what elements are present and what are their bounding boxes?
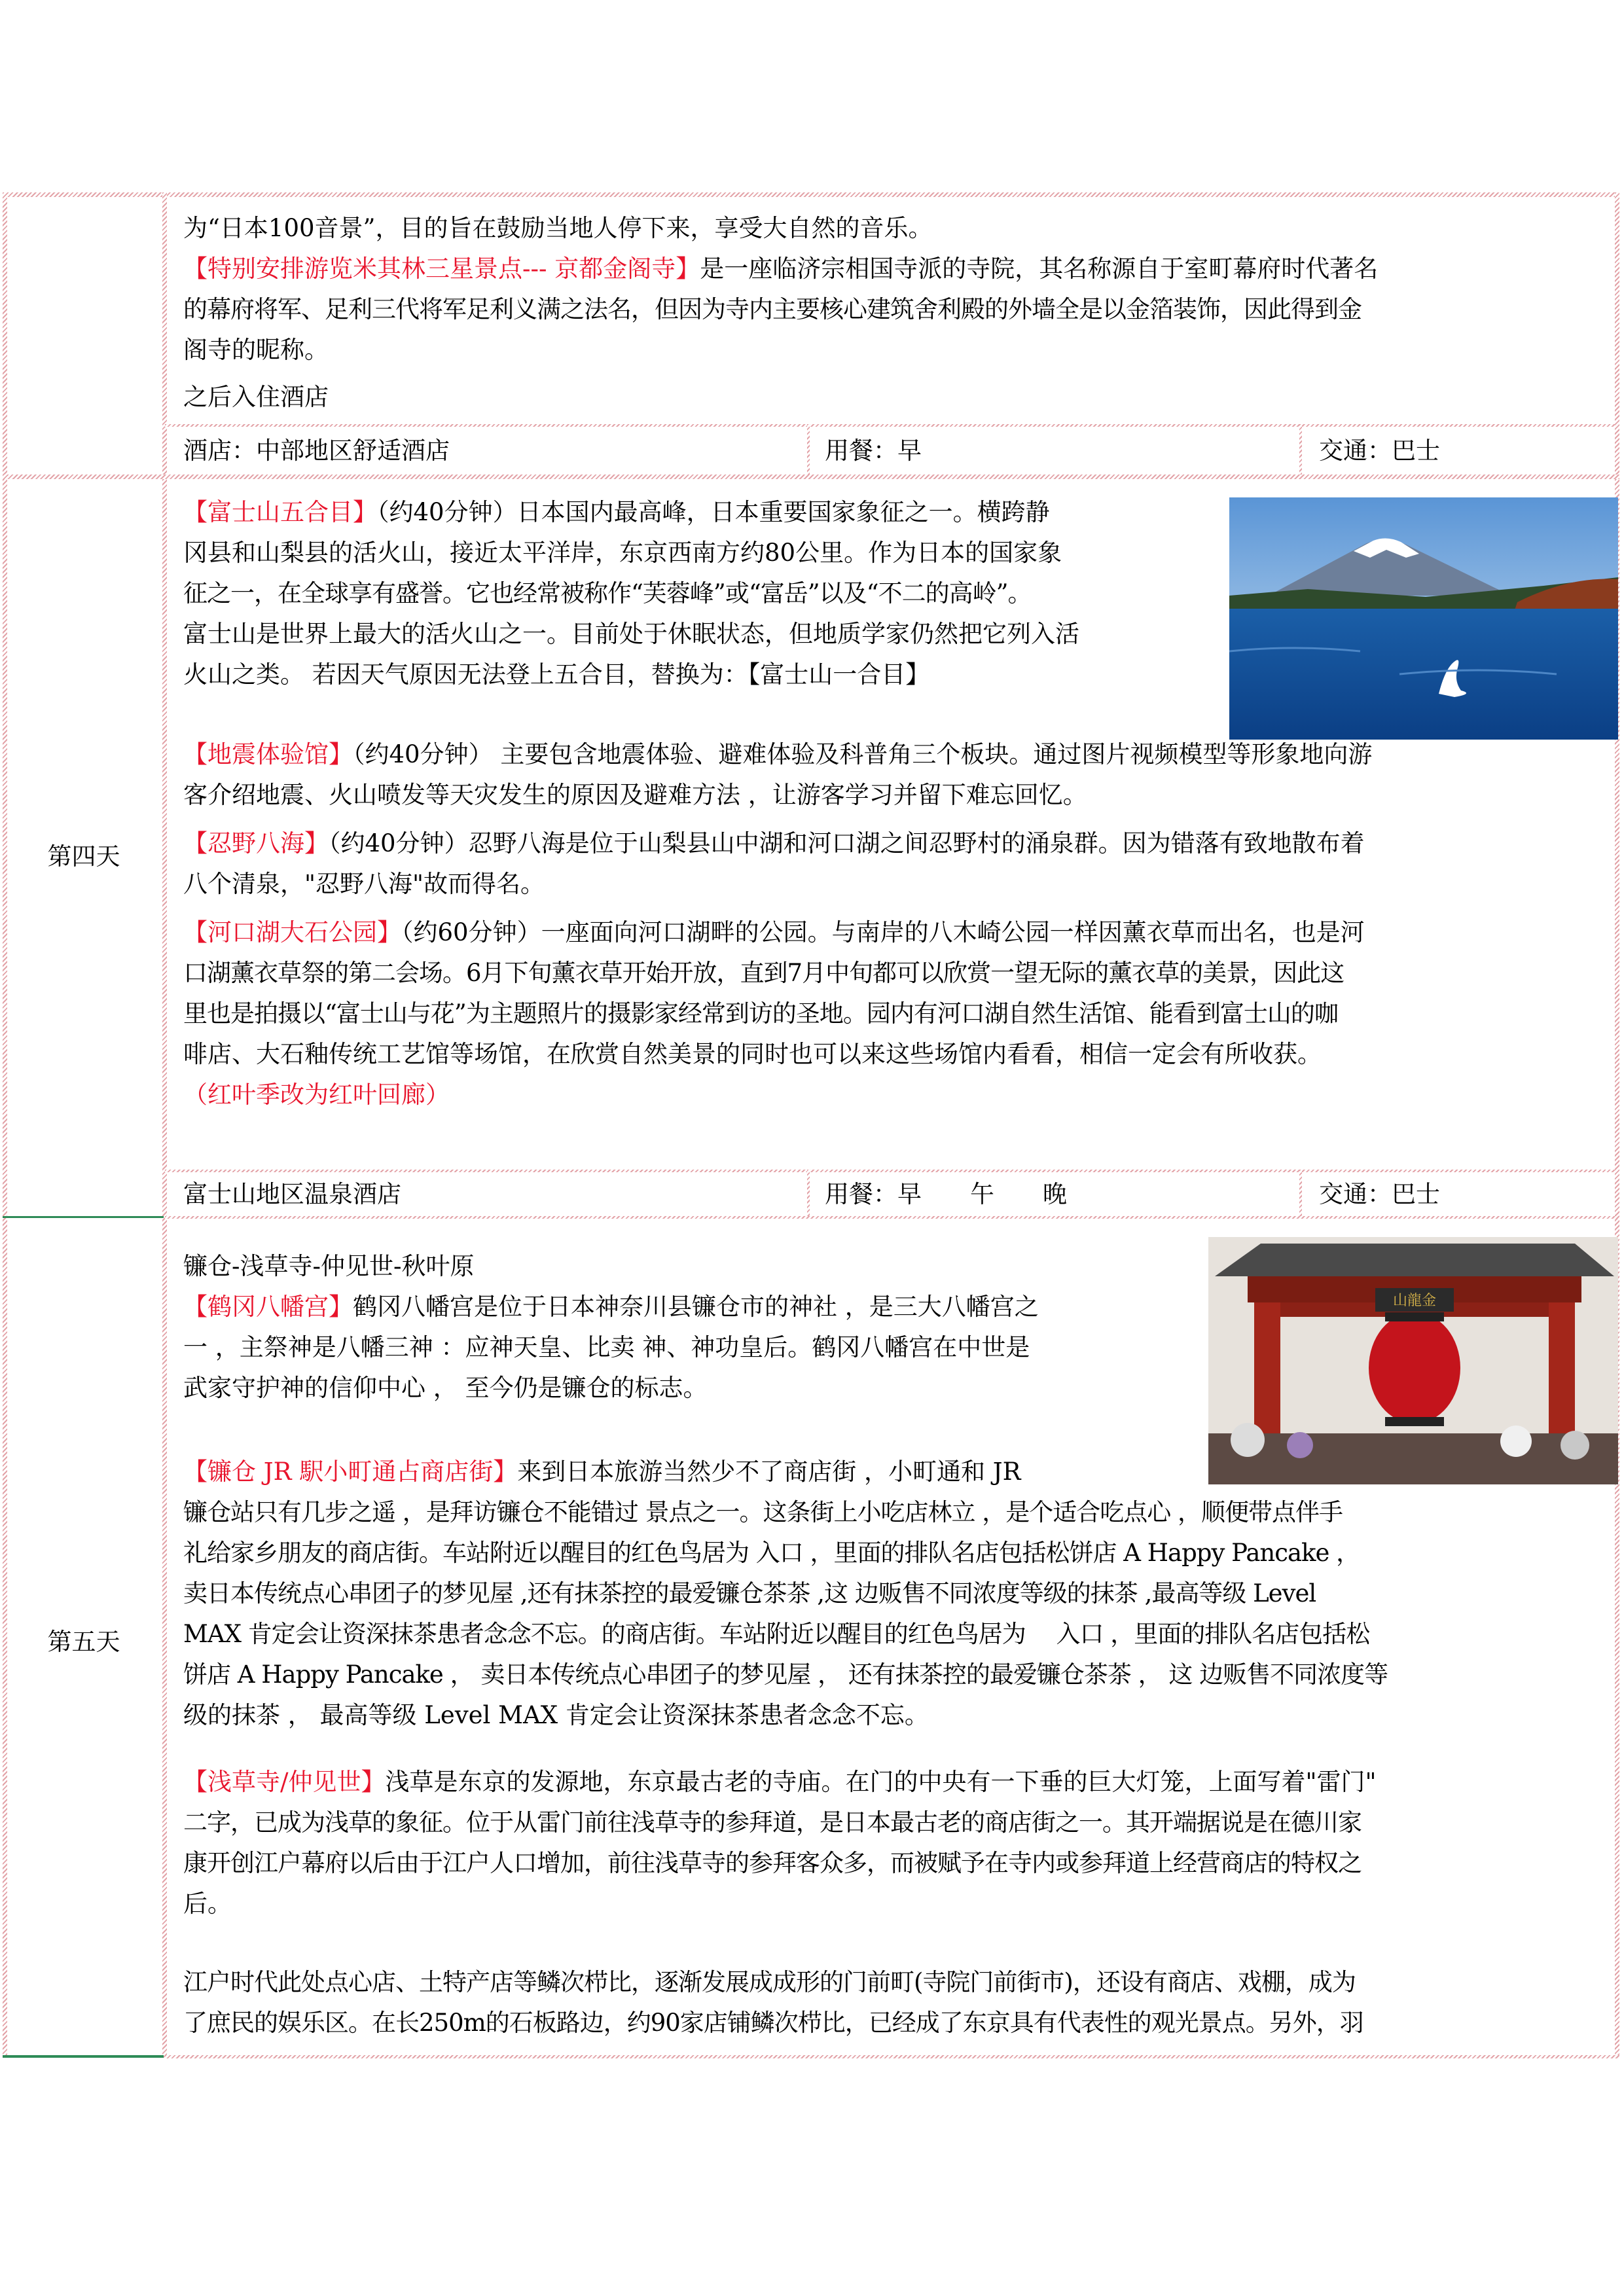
row-border bbox=[165, 1170, 1615, 1172]
tsurugaoka-title: 【鹤冈八幡宫】 bbox=[183, 1293, 353, 1321]
asakusa-paragraph: 【浅草寺/仲见世】浅草是东京的发源地，东京最古老的寺庙。在门的中央有一下垂的巨大灯笼，上面写着"雷门" 二字，已成为浅草的象征。位于从雷门前往浅草寺的参拜道，是日本最古老的商店街之一。其开端据说是在德川家 康开创江户幕府以后由于江户人口增加，前往浅草寺的参拜客众多，而被赋予在寺内或参拜道上经营商店的特权之 后。 bbox=[183, 1768, 1377, 1918]
day4-meals: 用餐：早 午 晚 bbox=[825, 1180, 1067, 1208]
day3-transport: 交通：巴士 bbox=[1319, 437, 1440, 465]
checkin-note: 之后入住酒店 bbox=[183, 383, 329, 411]
row-border bbox=[165, 1216, 1619, 1219]
day-column-border bbox=[162, 192, 167, 2058]
oshino-title: 【忍野八海】 bbox=[183, 829, 329, 857]
table-bottom-border bbox=[3, 2055, 164, 2058]
day3-continuation-text: 为“日本100音景”，目的旨在鼓励当地人停下来，享受大自然的音乐。 【特别安排游览米其林三星景点--- 京都金阁寺】是一座临济宗相国寺派的寺院，其名称源自于室町幕府时代著名 的幕府将军、足利三代将军足利义满之法名，但因为寺内主要核心建筑舍利殿的外墙全是以金箔装饰，因此得到金 阁寺的昵称。 之后入住酒店 bbox=[183, 208, 1604, 418]
autumn-note: （红叶季改为红叶回廊） bbox=[183, 1081, 450, 1109]
mount-fuji-image bbox=[1229, 497, 1618, 740]
table-top-border bbox=[3, 192, 1619, 197]
kaminarimon-photo bbox=[1208, 1237, 1618, 1484]
fuji-paragraph: 【富士山五合目】（约40分钟）日本国内最高峰，日本重要国家象征之一。横跨静 冈县和山梨县的活火山，接近太平洋岸，东京西南方约80公里。作为日本的国家象 征之一，在全球享有盛誉。它也经常被称作“芙蓉峰”或“富岳”以及“不二的高岭”。 富士山是世界上最大的活火山之一。目前处于休眠状态，但地质学家仍然把它列入活 火山之类。 若因天气原因无法登上五合目，替换为：【富士山一合目】 bbox=[183, 498, 1079, 689]
day4-label: 第四天 bbox=[47, 842, 120, 870]
day5-route: 镰仓-浅草寺-仲见世-秋叶原 bbox=[183, 1252, 475, 1280]
row-border bbox=[3, 475, 1619, 479]
cell-border bbox=[1299, 424, 1302, 478]
sound-note: 为“日本100音景”，目的旨在鼓励当地人停下来，享受大自然的音乐。 bbox=[183, 214, 933, 242]
quake-paragraph: 【地震体验馆】（约40分钟） 主要包含地震体验、避难体验及科普角三个板块。通过图片视频模型等形象地向游 客介绍地震、火山喷发等天灾发生的原因及避难方法 ，让游客学习并留下难忘回忆。 bbox=[183, 740, 1373, 809]
kinkakuji-title: 【特别安排游览米其林三星景点--- 京都金阁寺】 bbox=[183, 255, 700, 283]
kaminarimon-image bbox=[1208, 1237, 1618, 1484]
day-column-divider bbox=[3, 1216, 164, 1218]
komachi-paragraph: 【镰仓 JR 駅小町通占商店街】来到日本旅游当然少不了商店街 ，小町通和 JR 镰仓站只有几步之遥 ，是拜访镰仓不能错过 景点之一。这条街上小吃店林立 ，是个适合吃点心 ，顺便带点伴手 礼给家乡朋友的商店街。车站附近以醒目的红色鸟居为 入口 ，里面的排队名店包括松饼店 A Happy Pancake ， 卖日本传统点心串团子的梦见屋 ,还有抹茶控的最爱镰仓茶茶 ,这 边贩售不同浓度等级的抹茶 ,最高等级 Level MAX 肯定会让资深抹茶患者念念不忘。的商店街。车站附近以醒目的红色鸟居为 入口 ，里面的排队名店包括松 饼店 A Happy Pancake ， 卖日本传统点心串团子的梦见屋 ， 还有抹茶控的最爱镰仓茶茶 ， 这 边贩售不同浓度等 级的抹茶 ， 最高等级 Level MAX 肯定会让资深抹茶患者念念不忘。 bbox=[183, 1458, 1388, 1729]
cell-border bbox=[1299, 1170, 1302, 1219]
oishi-title: 【河口湖大石公园】 bbox=[183, 918, 401, 946]
oishi-park-paragraph: 【河口湖大石公园】（约60分钟）一座面向河口湖畔的公园。与南岸的八木崎公园一样因薰衣草而出名，也是河 口湖薰衣草祭的第二会场。6月下旬薰衣草开始开放，直到7月中旬都可以欣赏一望无际的薰衣草的美景，因此这 里也是拍摄以“富士山与花”为主题照片的摄影家经常到访的圣地。园内有河口湖自然生活馆、能看到富士山的咖 啡店、大石釉传统工艺馆等场馆，在欣赏自然美景的同时也可以来这些场馆内看看，相信一定会有所收获。 （红叶季改为红叶回廊） bbox=[183, 912, 1604, 1115]
row-border bbox=[165, 424, 1615, 427]
asakusa-title: 【浅草寺/仲见世】 bbox=[183, 1768, 386, 1796]
cell-border bbox=[807, 424, 810, 478]
day3-hotel: 酒店：中部地区舒适酒店 bbox=[183, 437, 450, 465]
day5-label: 第五天 bbox=[47, 1628, 120, 1656]
tsurugaoka-paragraph: 【鹤冈八幡宫】鹤冈八幡宫是位于日本神奈川县镰仓市的神社 ，是三大八幡宫之 一 ，主祭神是八幡三神 ：应神天皇、比卖 神、神功皇后。鹤冈八幡宫在中世是 武家守护神的信仰中心 ， 至今仍是镰仓的标志。 bbox=[183, 1293, 1039, 1402]
kinkakuji-paragraph: 【特别安排游览米其林三星景点--- 京都金阁寺】是一座临济宗相国寺派的寺院，其名称源自于室町幕府时代著名 bbox=[183, 255, 1379, 283]
table-bottom-border bbox=[165, 2055, 1619, 2058]
day4-hotel: 富士山地区温泉酒店 bbox=[183, 1180, 401, 1208]
quake-title: 【地震体验馆】 bbox=[183, 740, 353, 768]
day4-transport: 交通：巴士 bbox=[1319, 1180, 1440, 1208]
edo-paragraph: 江户时代此处点心店、土特产店等鳞次栉比，逐渐发展成成形的门前町(寺院门前街市)，还设有商店、戏棚，成为 了庶民的娱乐区。在长250m的石板路边，约90家店铺鳞次栉比，已经成了东京具有代表性的观光景点。另外，羽 bbox=[183, 1968, 1363, 2037]
gate-sign: 山龍金 bbox=[1392, 1293, 1437, 1309]
oshino-paragraph: 【忍野八海】（约40分钟）忍野八海是位于山梨县山中湖和河口湖之间忍野村的涌泉群。因为错落有致地散布着 八个清泉，"忍野八海"故而得名。 bbox=[183, 829, 1365, 898]
table-left-border bbox=[3, 192, 7, 2058]
cell-border bbox=[807, 1170, 810, 1219]
table-right-border bbox=[1615, 192, 1619, 2058]
day3-meals: 用餐：早 bbox=[825, 437, 922, 465]
fuji-title: 【富士山五合目】 bbox=[183, 498, 377, 526]
mount-fuji-photo bbox=[1229, 497, 1618, 740]
komachi-title: 【镰仓 JR 駅小町通占商店街】 bbox=[183, 1458, 518, 1486]
